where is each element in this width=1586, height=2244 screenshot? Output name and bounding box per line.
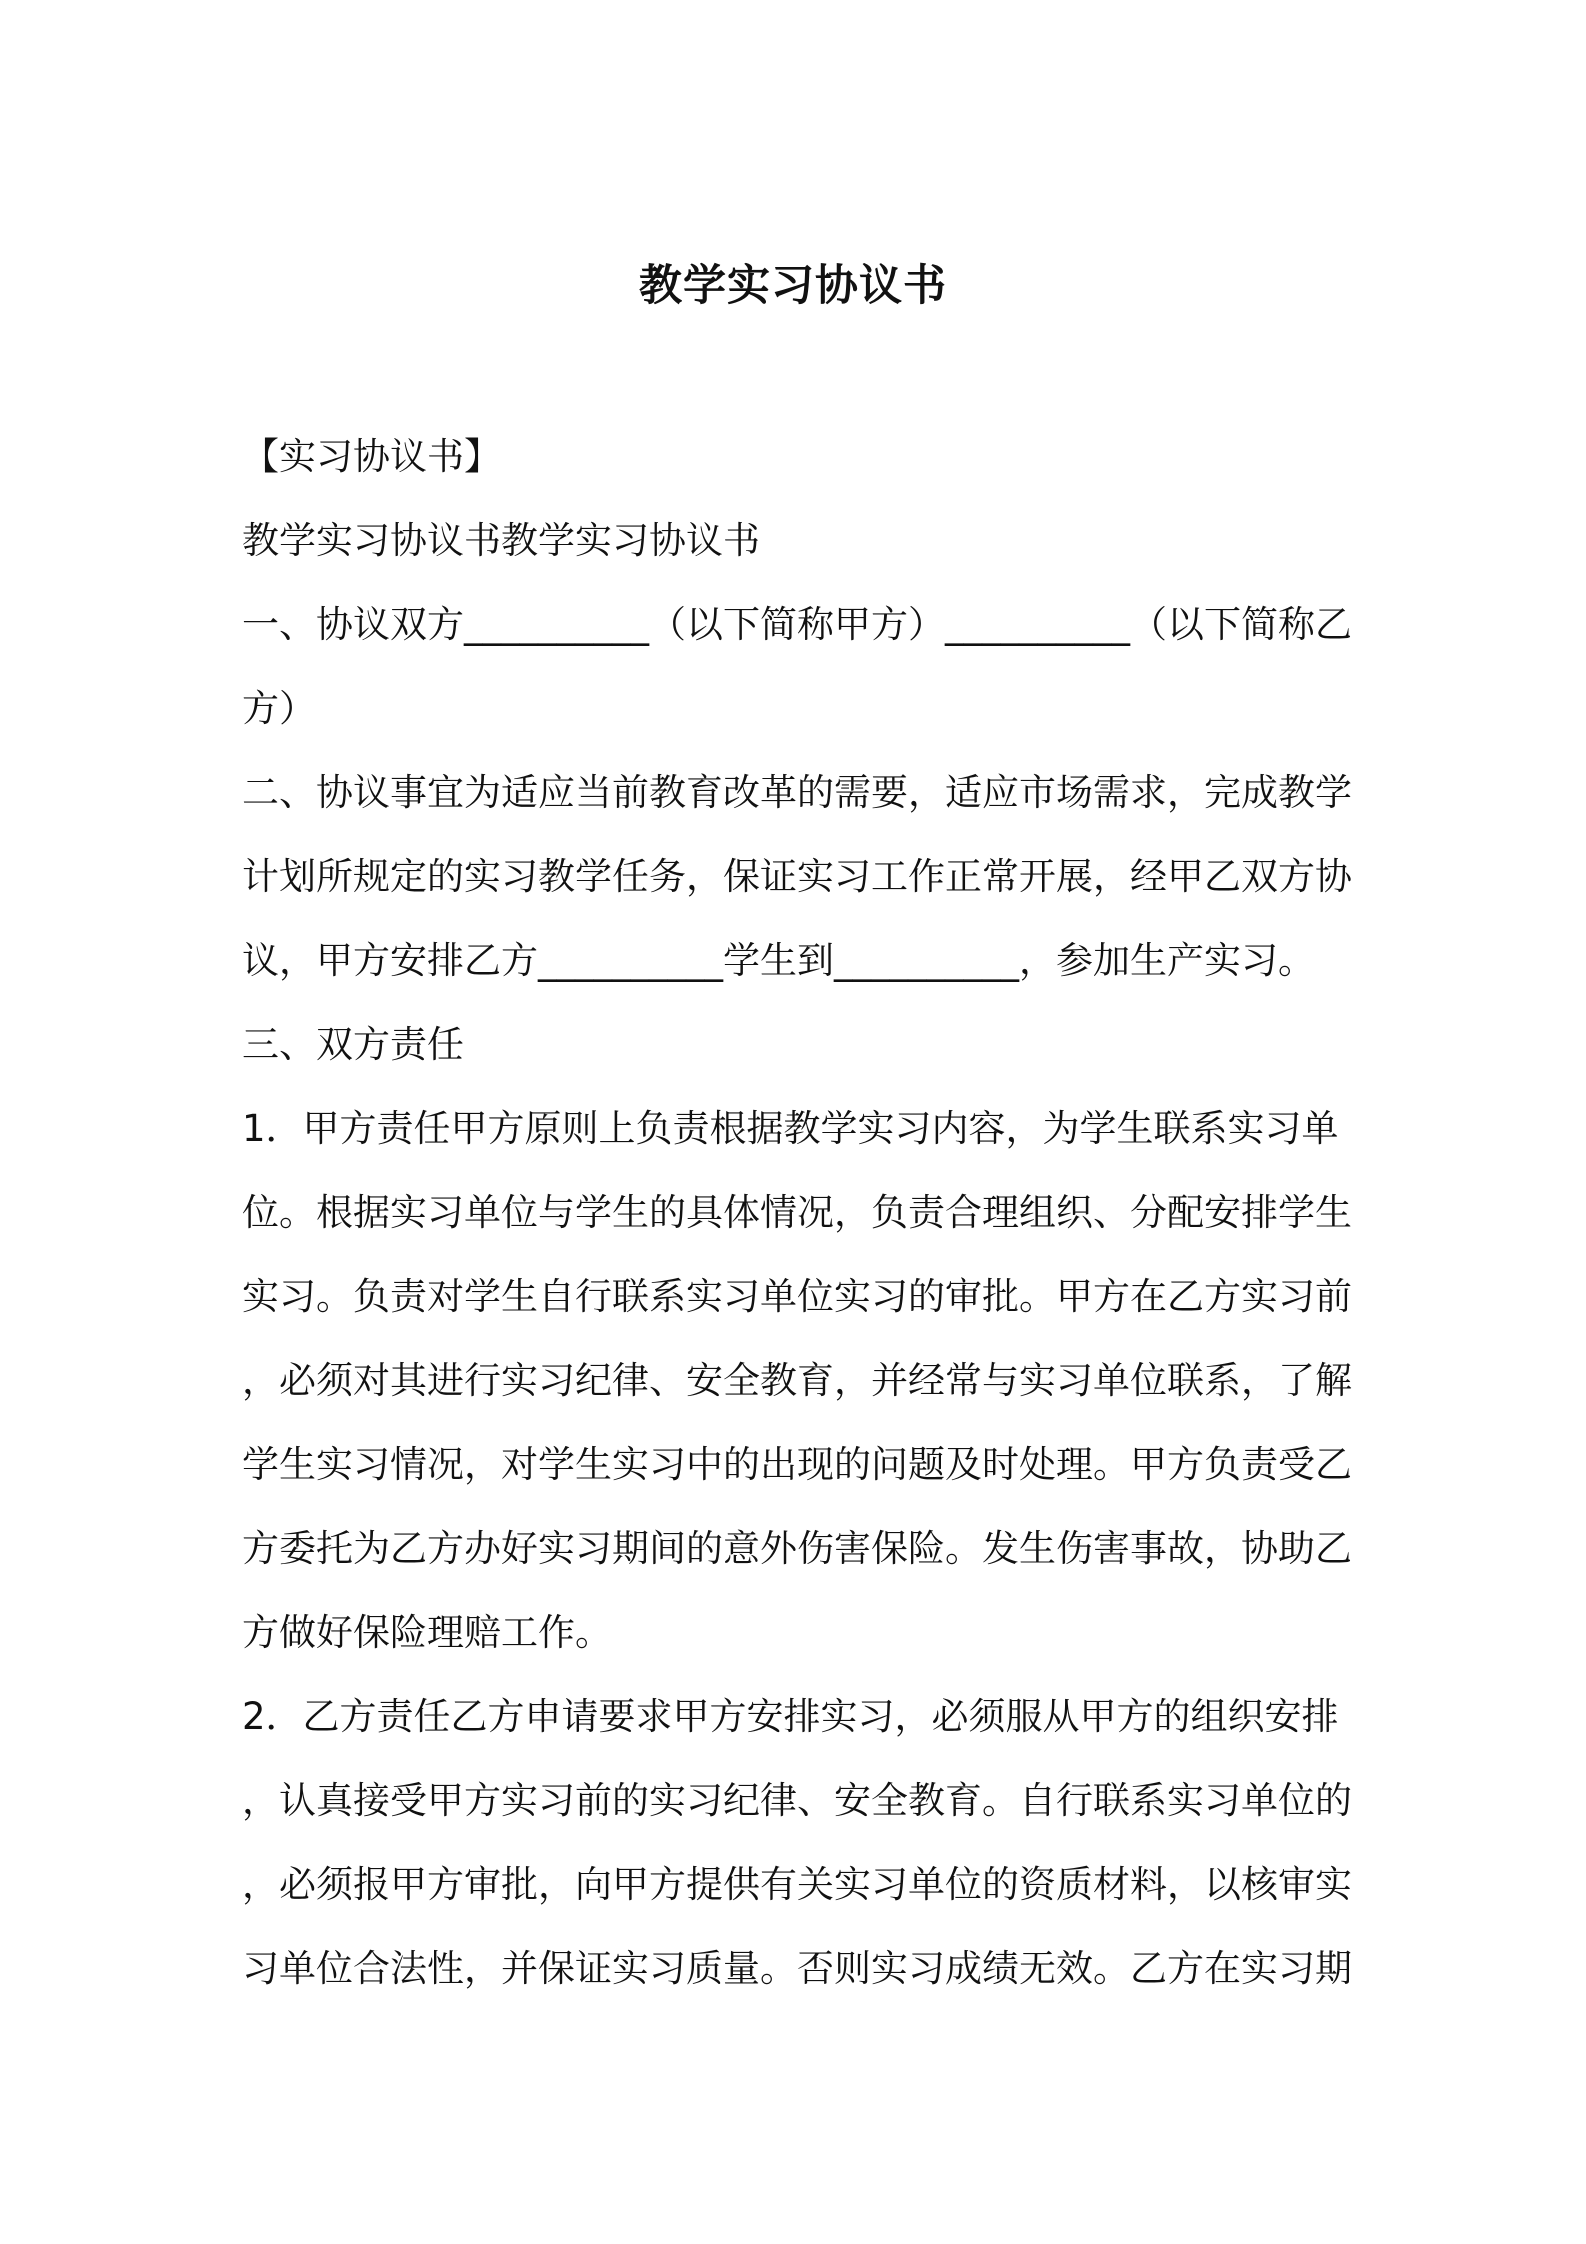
clause-1-line: 方） <box>242 687 316 730</box>
document-title: 教学实习协议书 <box>639 261 947 311</box>
party-a-duty-line: 实习。负责对学生自行联系实习单位实习的审批。甲方在乙方实习前 <box>242 1275 1352 1318</box>
party-a-duty-line: 位。根据实习单位与学生的具体情况，负责合理组织、分配安排学生 <box>242 1191 1352 1234</box>
document-body <box>242 415 1358 2011</box>
party-a-duty-line: 学生实习情况，对学生实习中的出现的问题及时处理。甲方负责受乙 <box>242 1443 1352 1486</box>
clause-2-line: 二、协议事宜为适应当前教育改革的需要，适应市场需求，完成教学 <box>242 771 1352 814</box>
party-b-duty-line: ，认真接受甲方实习前的实习纪律、安全教育。自行联系实习单位的 <box>242 1779 1352 1822</box>
party-a-duty-line: 1．甲方责任甲方原则上负责根据教学实习内容，为学生联系实习单 <box>242 1107 1339 1150</box>
clause-2-line: 计划所规定的实习教学任务，保证实习工作正常开展，经甲乙双方协 <box>242 855 1352 898</box>
clause-1-line: 一、协议双方__________（以下简称甲方）__________（以下简称乙 <box>242 603 1352 646</box>
party-b-duty-line: 2．乙方责任乙方申请要求甲方安排实习，必须服从甲方的组织安排 <box>242 1695 1339 1738</box>
clause-3-heading: 三、双方责任 <box>242 1023 464 1066</box>
party-a-duty-line: ，必须对其进行实习纪律、安全教育，并经常与实习单位联系，了解 <box>242 1359 1352 1402</box>
text-line: 教学实习协议书教学实习协议书 <box>242 519 760 562</box>
section-heading: 【实习协议书】 <box>242 435 501 478</box>
clause-2-line: 议，甲方安排乙方__________学生到__________，参加生产实习。 <box>242 939 1315 982</box>
party-b-duty-line: 习单位合法性，并保证实习质量。否则实习成绩无效。乙方在实习期 <box>242 1947 1352 1990</box>
party-a-duty-line: 方委托为乙方办好实习期间的意外伤害保险。发生伤害事故，协助乙 <box>242 1527 1352 1570</box>
party-a-duty-line: 方做好保险理赔工作。 <box>242 1611 612 1654</box>
party-b-duty-line: ，必须报甲方审批，向甲方提供有关实习单位的资质材料，以核审实 <box>242 1863 1352 1906</box>
